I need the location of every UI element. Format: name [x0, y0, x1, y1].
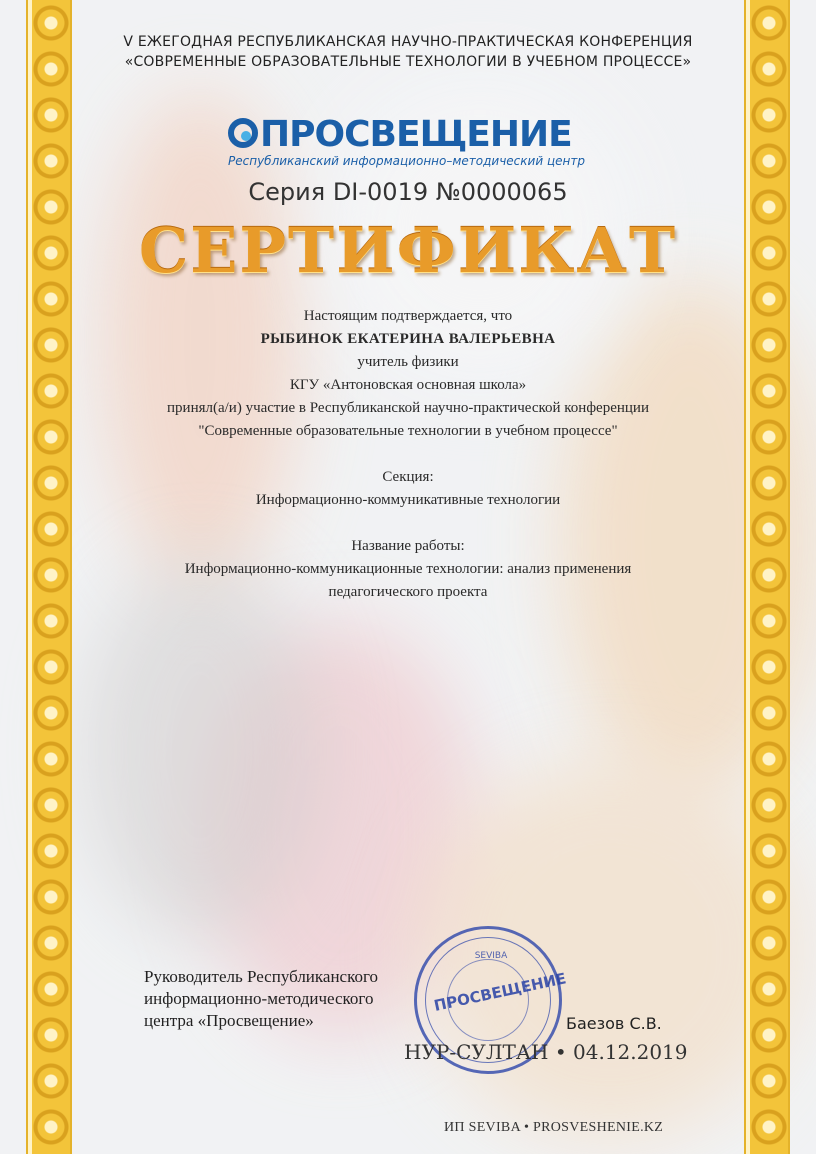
conference-line-2: «СОВРЕМЕННЫЕ ОБРАЗОВАТЕЛЬНЫЕ ТЕХНОЛОГИИ В УЧЕБНОМ ПРОЦЕССЕ» — [124, 54, 692, 70]
work-title-line-2: педагогического проекта — [328, 584, 488, 600]
conference-name: "Современные образовательные технологии в учебном процессе" — [198, 423, 618, 439]
stamp-center-text: ПРОСВЕЩЕНИЕ — [432, 969, 568, 1015]
logo-circle-icon — [228, 118, 258, 148]
recipient-name: РЫБИНОК ЕКАТЕРИНА ВАЛЕРЬЕВНА — [260, 331, 556, 347]
certificate-series: Серия DI-0019 №0000065 — [248, 178, 568, 206]
conference-header — [80, 32, 736, 72]
stamp-top-text: SEVIBA — [474, 951, 508, 961]
logo-subtitle: Республиканский информационно–методический центр — [228, 154, 585, 168]
section-label: Секция: — [382, 469, 434, 485]
recipient-school: КГУ «Антоновская основная школа» — [289, 377, 527, 393]
certificate-title: СЕРТИФИКАТ — [138, 214, 678, 287]
section-value: Информационно-коммуникативные технологии — [255, 492, 561, 508]
participation-text: принял(а/и) участие в Республиканской научно-практической конференции — [167, 400, 649, 416]
signatory-line-3: центра «Просвещение» — [144, 1011, 314, 1030]
ornament-border-right — [744, 0, 790, 1154]
work-title-line-1: Информационно-коммуникационные технологии: анализ применения — [184, 561, 632, 577]
signatory-line-1: Руководитель Республиканского — [144, 967, 379, 986]
recipient-position: учитель физики — [357, 354, 459, 370]
prosveshenie-logo — [226, 114, 590, 174]
conference-line-1: V ЕЖЕГОДНАЯ РЕСПУБЛИКАНСКАЯ НАУЧНО-ПРАКТИЧЕСКАЯ КОНФЕРЕНЦИЯ — [123, 34, 693, 50]
footer-text: ИП SEVIBA • PROSVESHENIE.KZ — [444, 1120, 664, 1135]
signatory-line-2: информационно-методического — [144, 989, 374, 1008]
logo-name: ПРОСВЕЩЕНИЕ — [260, 114, 572, 155]
signatory-title — [144, 966, 444, 1032]
work-label: Название работы: — [351, 538, 465, 554]
certificate-body — [80, 305, 736, 604]
signer-name: Баезов С.В. — [566, 1014, 662, 1033]
place-and-date: НУР-СУЛТАН • 04.12.2019 — [404, 1040, 688, 1064]
intro-text: Настоящим подтверждается, что — [303, 308, 513, 324]
ornament-border-left — [26, 0, 72, 1154]
